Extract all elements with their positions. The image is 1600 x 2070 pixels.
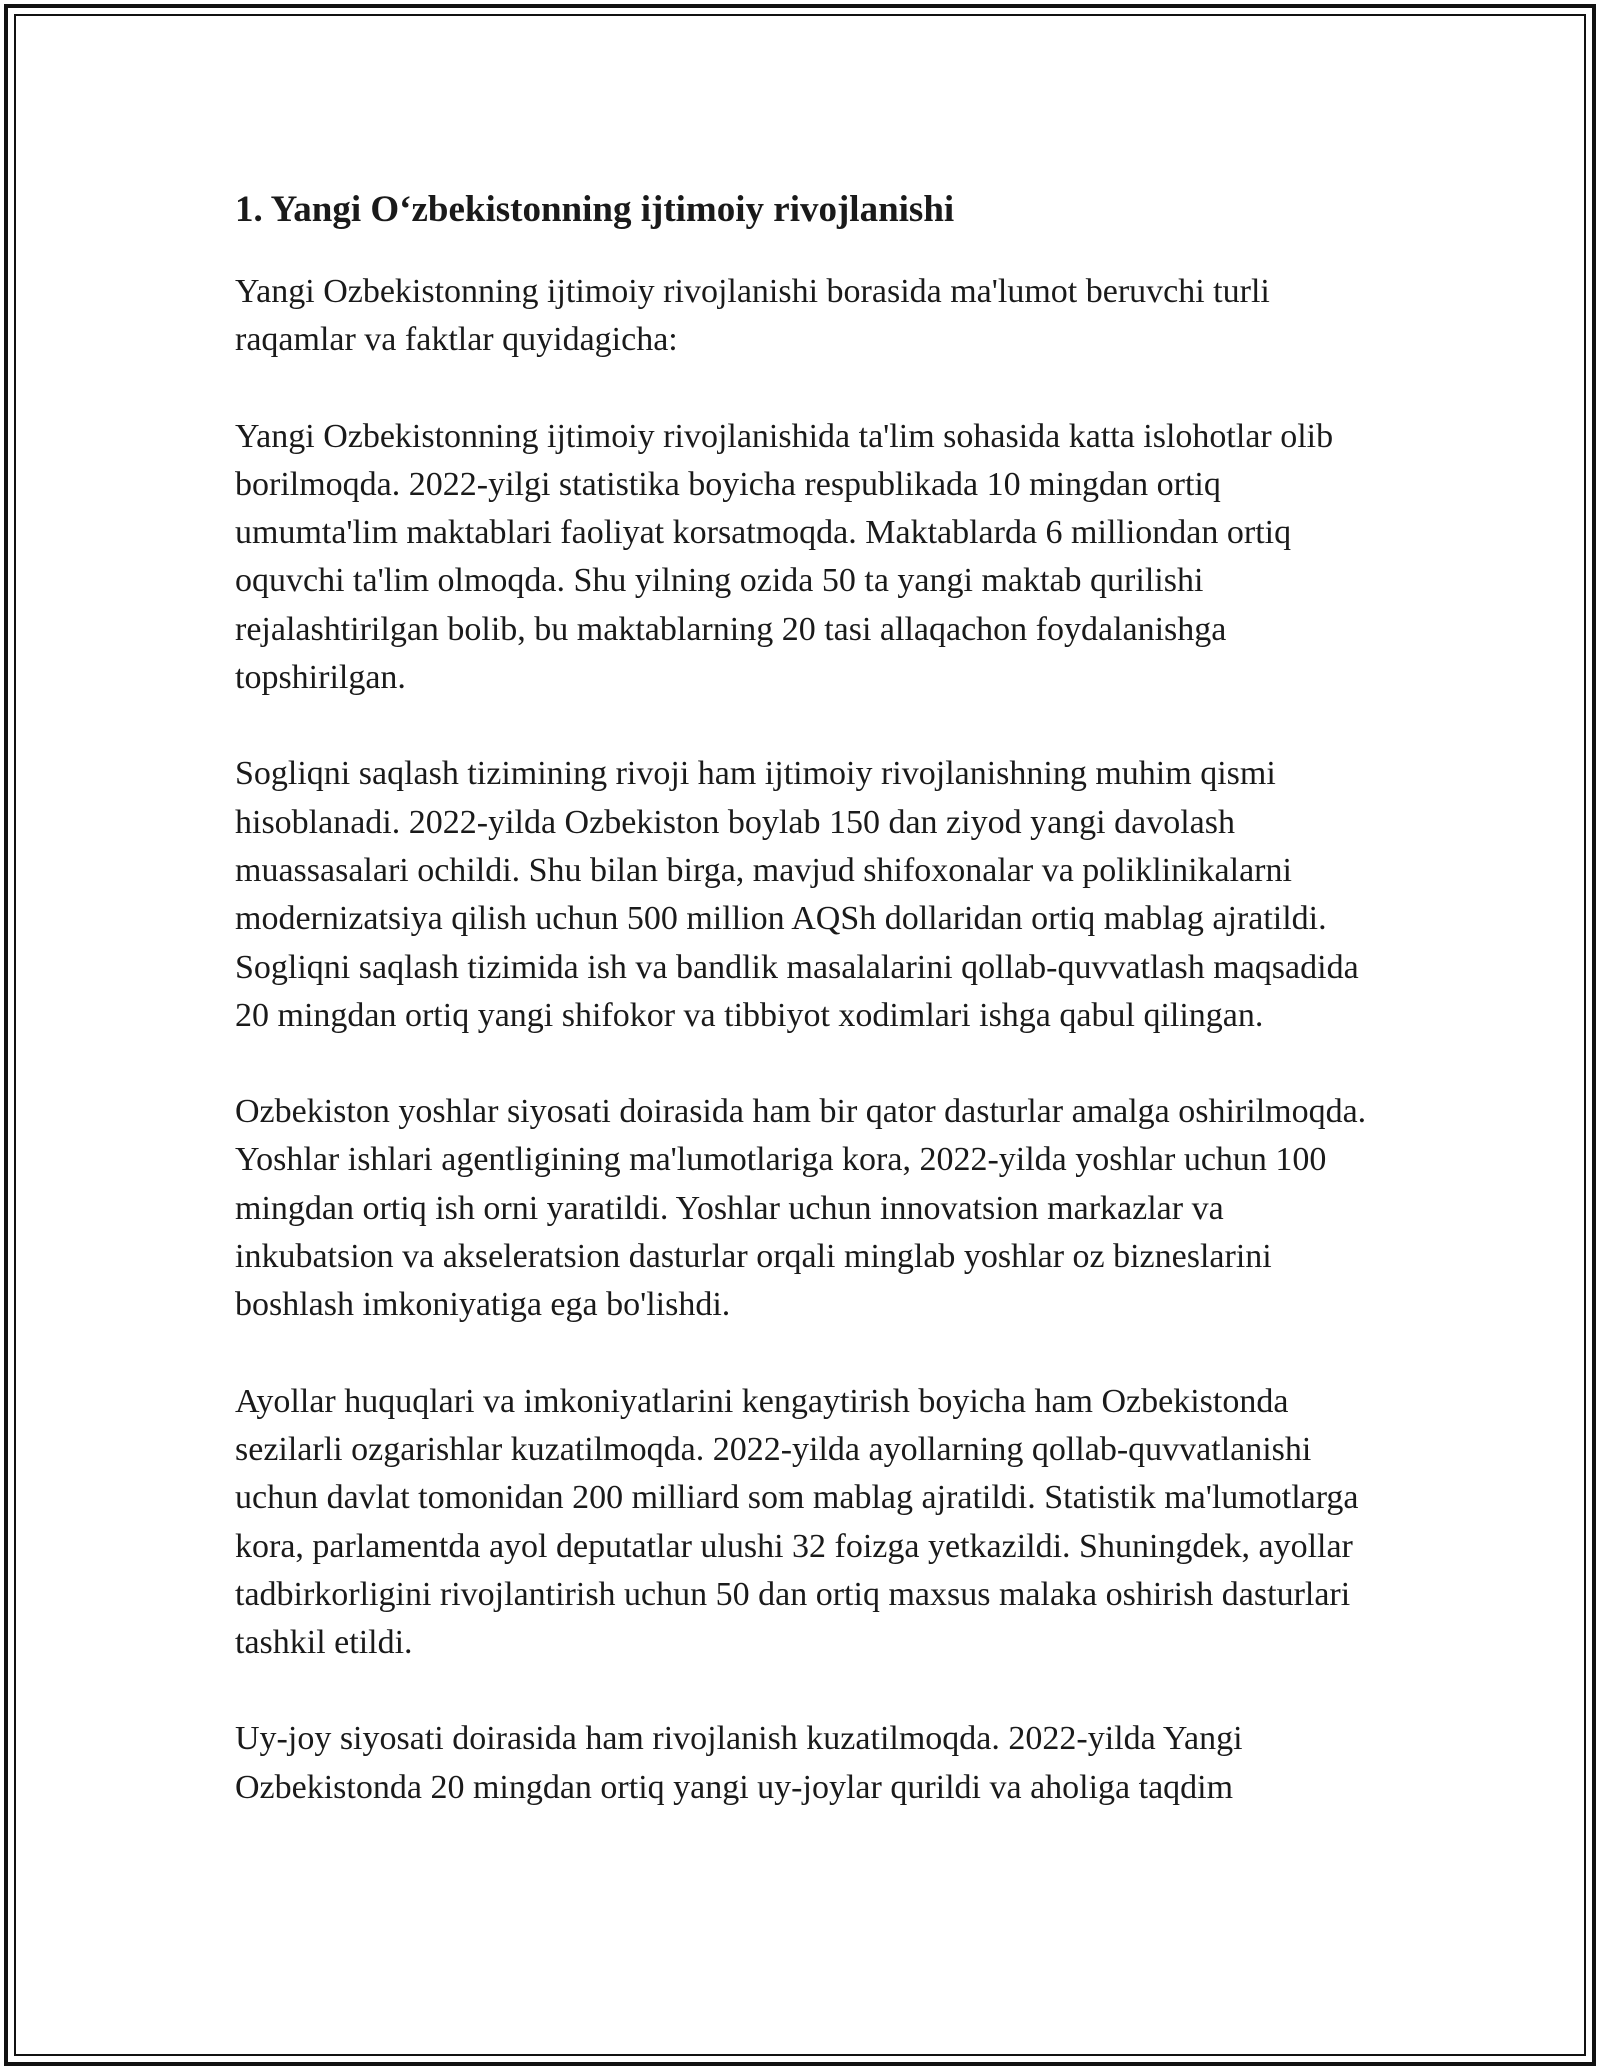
paragraph-healthcare: Sogliqni saqlash tizimining rivoji ham ijtimoiy rivojlanishning muhim qismi hisoblanadi. 2022-yilda Ozbekiston boylab 150 dan ziyod yangi davolash muassasalari ochildi. Shu bilan birga, mavjud shifoxonalar va poliklinikalarni modernizatsiya qilish uchun 500 million AQSh dollaridan ortiq mablag ajratildi. Sogliqni saqlash tizimida ish va bandlik masalalarini qollab-quvvatlash maqsadida 20 mingdan ortiq yangi shifokor va tibbiyot xodimlari ishga qabul qilingan. [235, 755, 1359, 1034]
document-body [235, 188, 1385, 1860]
paragraph-youth-policy: Ozbekiston yoshlar siyosati doirasida ham bir qator dasturlar amalga oshirilmoqda. Yoshlar ishlari agentligining ma'lumotlariga kora, 2022-yilda yoshlar uchun 100 mingdan ortiq ish orni yaratildi. Yoshlar uchun innovatsion markazlar va inkubatsion va akseleratsion dasturlar orqali minglab yoshlar oz bizneslarini boshlash imkoniyatiga ega bo'lishdi. [235, 1093, 1367, 1324]
paragraph-intro: Yangi Ozbekistonning ijtimoiy rivojlanishi borasida ma'lumot beruvchi turli raqamlar va faktlar quyidagicha: [235, 273, 1270, 359]
paragraph-women-rights: Ayollar huquqlari va imkoniyatlarini kengaytirish boyicha ham Ozbekistonda sezilarli ozgarishlar kuzatilmoqda. 2022-yilda ayollarning qollab-quvvatlanishi uchun davlat tomonidan 200 milliard som mablag ajratildi. Statistik ma'lumotlarga kora, parlamentda ayol deputatlar ulushi 32 foizga yetkazildi. Shuningdek, ayollar tadbirkorligini rivojlantirish uchun 50 dan ortiq maxsus malaka oshirish dasturlari tashkil etildi. [235, 1382, 1359, 1662]
paragraph-education: Yangi Ozbekistonning ijtimoiy rivojlanishida ta'lim sohasida katta islohotlar olib borilmoqda. 2022-yilgi statistika boyicha respublikada 10 mingdan ortiq umumta'lim maktablari faoliyat korsatmoqda. Maktablarda 6 milliondan ortiq oquvchi ta'lim olmoqda. Shu yilning ozida 50 ta yangi maktab qurilishi rejalashtirilgan bolib, bu maktablarning 20 tasi allaqachon foydalanishga topshirilgan. [235, 417, 1334, 697]
section-heading: 1. Yangi O‘zbekistonning ijtimoiy rivojlanishi [235, 189, 955, 230]
paragraph-housing: Uy-joy siyosati doirasida ham rivojlanish kuzatilmoqda. 2022-yilda Yangi Ozbekistonda 20 mingdan ortiq yangi uy-joylar qurildi va aholiga taqdim [235, 1720, 1243, 1806]
